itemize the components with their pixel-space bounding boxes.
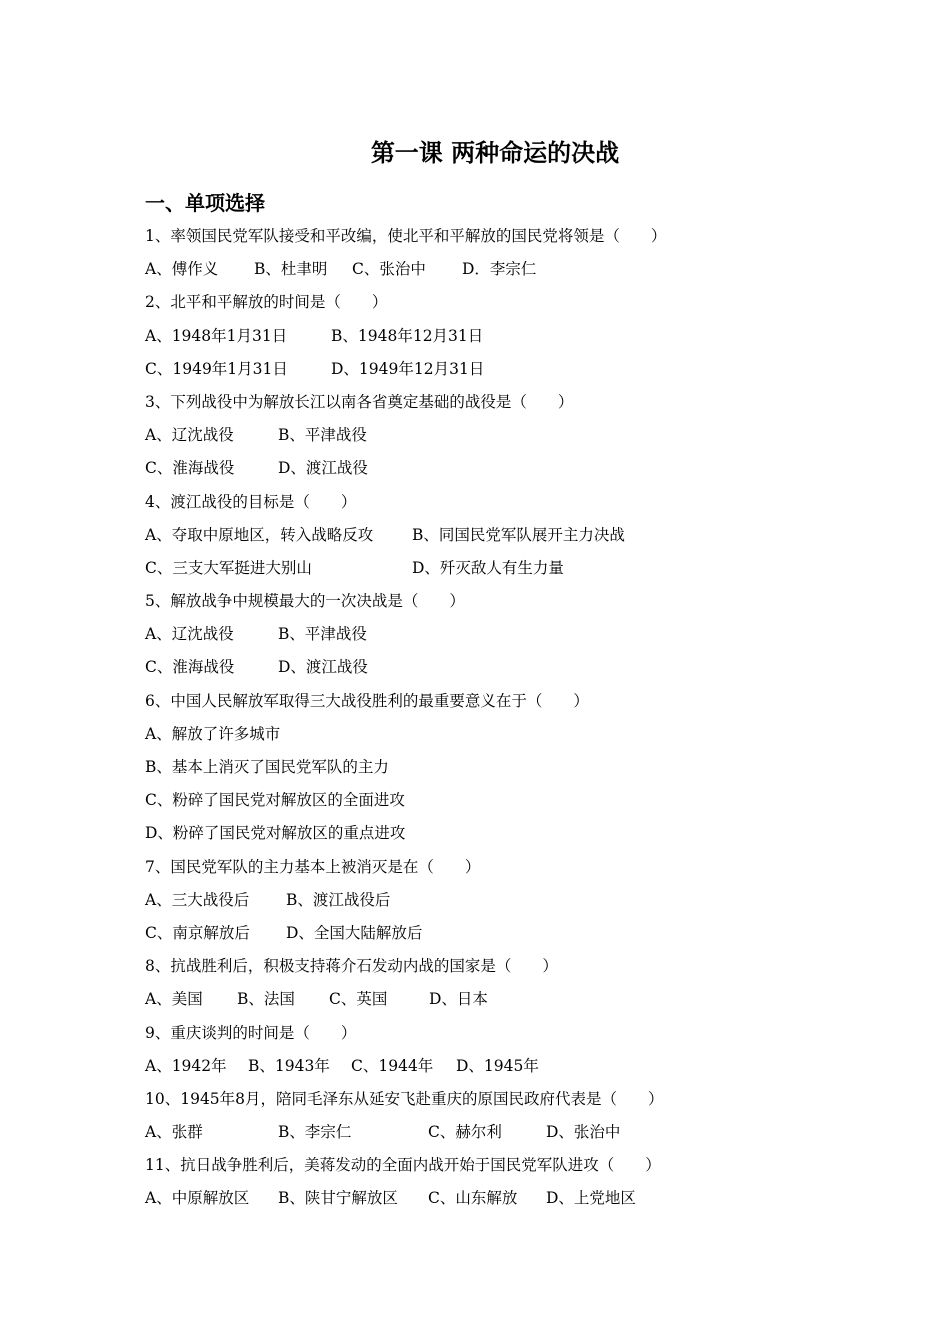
answer-option: B、法国	[237, 990, 295, 1009]
answer-option: B、李宗仁	[278, 1123, 352, 1142]
answer-option: C、英国	[329, 990, 388, 1009]
answer-option: C、粉碎了国民党对解放区的全面进攻	[145, 791, 405, 810]
option-row	[145, 521, 925, 554]
question-stem: 8、抗战胜利后，积极支持蒋介石发动内战的国家是（ ）	[145, 957, 558, 976]
question-stem: 10、1945年8月，陪同毛泽东从延安飞赴重庆的原国民政府代表是（ ）	[145, 1089, 664, 1108]
answer-option: B、平津战役	[278, 426, 367, 445]
answer-option: D、全国大陆解放后	[286, 923, 423, 942]
option-row	[145, 1184, 925, 1217]
answer-option: A、美国	[145, 990, 203, 1009]
answer-option: A、1948年1月31日	[145, 326, 288, 345]
answer-option: B、渡江战役后	[286, 890, 391, 909]
question-stem: 11、抗日战争胜利后，美蒋发动的全面内战开始于国民党军队进攻（ ）	[145, 1156, 661, 1175]
answer-option: D．李宗仁	[462, 260, 537, 279]
answer-option: D、1945年	[456, 1056, 539, 1075]
answer-option: A、张群	[145, 1123, 203, 1142]
question-stem: 6、中国人民解放军取得三大战役胜利的最重要意义在于（ ）	[145, 691, 589, 710]
answer-option: A、解放了许多城市	[145, 724, 281, 743]
question-stem: 1、率领国民党军队接受和平改编，使北平和平解放的国民党将领是（ ）	[145, 227, 667, 245]
question-stem: 7、国民党军队的主力基本上被消灭是在（ ）	[145, 857, 481, 876]
answer-option: C、山东解放	[428, 1189, 518, 1208]
answer-option: A、1942年	[145, 1056, 227, 1075]
question-stem: 2、北平和平解放的时间是（ ）	[145, 293, 388, 312]
option-row	[145, 454, 925, 487]
question-stem: 5、解放战争中规模最大的一次决战是（ ）	[145, 592, 465, 611]
option-row	[145, 819, 925, 852]
option-row	[145, 753, 925, 786]
answer-option: A、傅作义	[145, 260, 219, 279]
answer-option: A、辽沈战役	[145, 426, 234, 445]
option-row	[145, 255, 925, 288]
answer-option: B、陕甘宁解放区	[278, 1189, 398, 1208]
answer-option: B、平津战役	[278, 625, 367, 644]
answer-option: A、辽沈战役	[145, 625, 234, 644]
answer-option: C、赫尔利	[428, 1123, 502, 1142]
answer-option: C、1949年1月31日	[145, 359, 288, 378]
answer-option: D、1949年12月31日	[331, 359, 485, 378]
option-row	[145, 554, 925, 587]
answer-option: D、渡江战役	[278, 459, 368, 478]
option-row	[145, 786, 925, 819]
answer-option: C、淮海战役	[145, 459, 235, 478]
option-row	[145, 1118, 925, 1151]
answer-option: B、基本上消灭了国民党军队的主力	[145, 758, 389, 776]
answer-option: D、粉碎了国民党对解放区的重点进攻	[145, 824, 406, 843]
answer-option: A、中原解放区	[145, 1189, 250, 1208]
answer-option: C、1944年	[351, 1056, 434, 1075]
option-row	[145, 919, 925, 952]
answer-option: D、上党地区	[546, 1189, 636, 1208]
answer-option: C、南京解放后	[145, 923, 250, 942]
answer-option: D、歼灭敌人有生力量	[412, 558, 564, 577]
answer-option: D、渡江战役	[278, 658, 368, 677]
question-stem: 9、重庆谈判的时间是（ ）	[145, 1023, 357, 1042]
answer-option: D、日本	[429, 990, 488, 1009]
answer-option: B、1948年12月31日	[331, 326, 484, 345]
option-row	[145, 653, 925, 686]
option-row	[145, 620, 925, 653]
option-row	[145, 322, 925, 355]
option-row	[145, 421, 925, 454]
option-row	[145, 886, 925, 919]
answer-option: B、杜聿明	[254, 260, 328, 279]
option-row	[145, 355, 925, 388]
page-title: 第一课 两种命运的决战	[370, 138, 620, 167]
option-row	[145, 985, 925, 1018]
option-row	[145, 720, 925, 753]
question-list	[145, 222, 925, 1218]
answer-option: A、三大战役后	[145, 890, 250, 909]
answer-option: B、同国民党军队展开主力决战	[412, 525, 625, 544]
answer-option: C、张治中	[352, 260, 426, 279]
answer-option: D、张治中	[546, 1123, 621, 1142]
section-heading: 一、单项选择	[145, 191, 265, 215]
answer-option: C、淮海战役	[145, 658, 235, 677]
option-row	[145, 1052, 925, 1085]
question-stem: 3、下列战役中为解放长江以南各省奠定基础的战役是（ ）	[145, 392, 574, 411]
answer-option: B、1943年	[248, 1056, 330, 1075]
answer-option: C、三支大军挺进大别山	[145, 558, 312, 577]
question-stem: 4、渡江战役的目标是（ ）	[145, 492, 357, 511]
answer-option: A、夺取中原地区，转入战略反攻	[145, 525, 374, 544]
